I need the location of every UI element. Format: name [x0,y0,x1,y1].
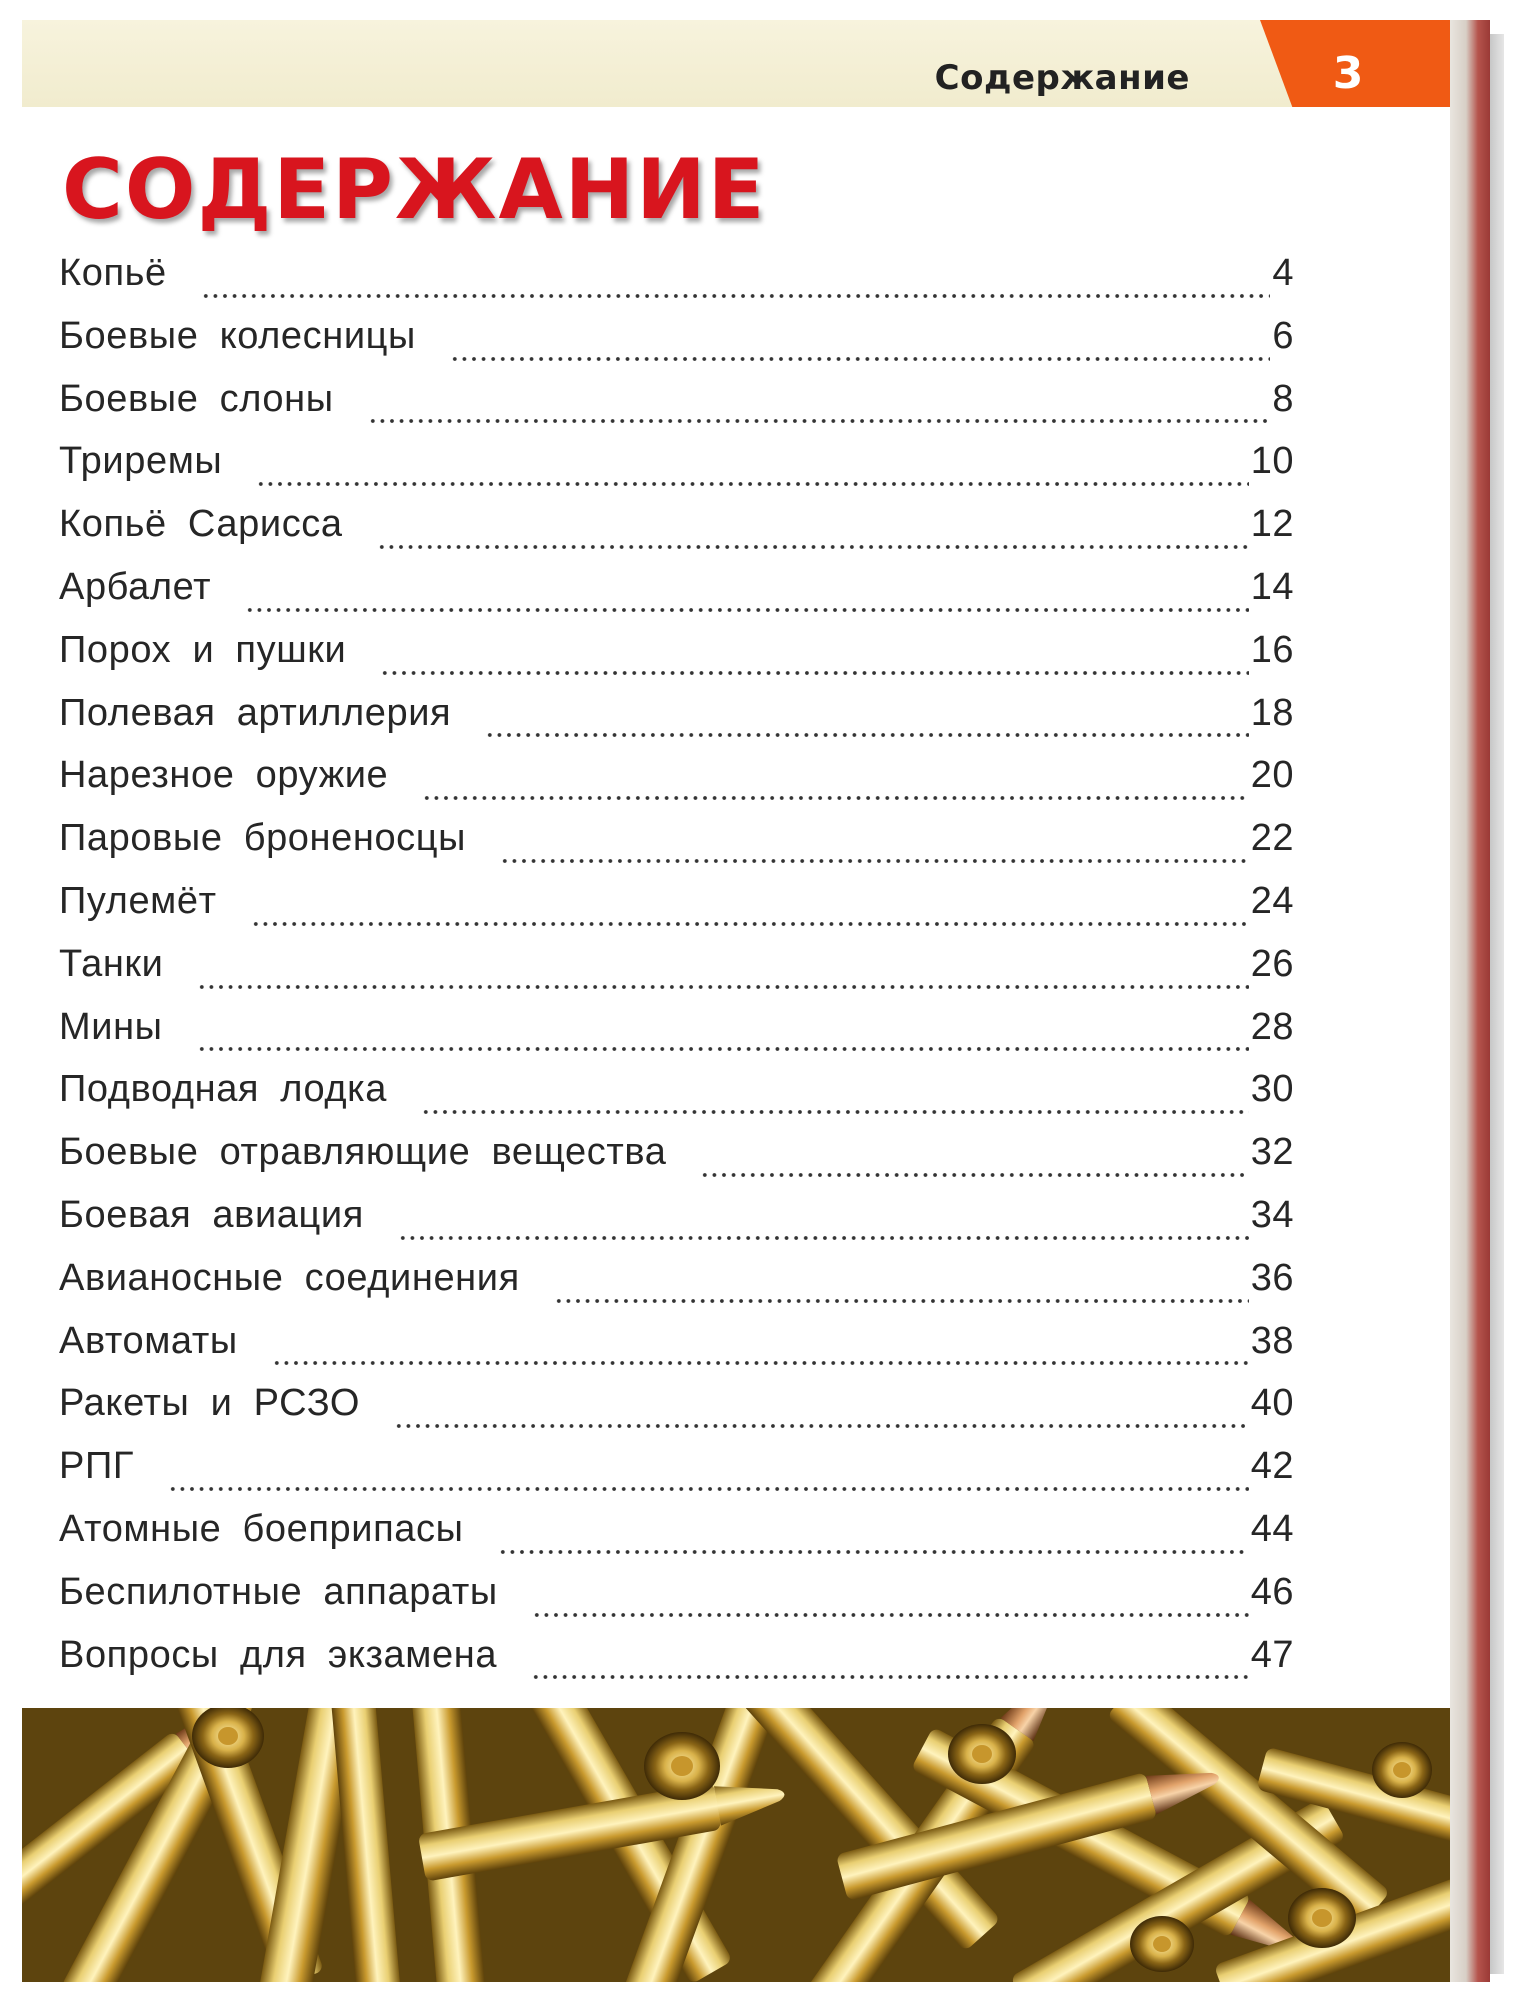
dot-leader [498,1550,1249,1554]
dot-leader [251,922,1249,926]
dot-leader [450,357,1270,361]
toc-entry-page: 44 [1250,1507,1294,1550]
dot-leader [197,985,1248,989]
page-number: 3 [1332,48,1364,99]
dot-leader [700,1173,1248,1177]
dot-leader [554,1299,1249,1303]
toc-entry-page: 14 [1250,565,1294,608]
toc-entry-title: Вопросы для экзамена [59,1633,498,1676]
toc-entry-page: 24 [1250,879,1294,922]
dot-leader [485,733,1248,737]
dot-leader [421,1110,1249,1114]
toc-entry-page: 4 [1272,252,1294,294]
toc-entry-title: Пулемёт [59,879,217,922]
toc-row[interactable] [59,252,1294,315]
toc-entry-page: 42 [1250,1445,1294,1488]
dot-leader [197,1047,1249,1051]
toc-row[interactable] [59,1634,1294,1697]
toc-entry-page: 12 [1250,503,1294,546]
header-band [22,20,1450,107]
toc-entry-title: Полевая артиллерия [59,691,452,734]
toc-entry-title: Копьё Сарисса [59,503,343,546]
dot-leader [394,1424,1249,1428]
toc-entry-page: 20 [1250,754,1294,797]
dot-leader [422,796,1248,800]
toc-entry-title: Копьё [59,252,167,294]
toc-row[interactable] [59,378,1294,441]
dot-leader [531,1675,1249,1679]
toc-row[interactable] [59,629,1294,692]
toc-entry-title: Паровые броненосцы [59,817,467,860]
toc-row[interactable] [59,880,1294,943]
toc-row[interactable] [59,943,1294,1006]
toc-row[interactable] [59,817,1294,880]
toc-row[interactable] [59,440,1294,503]
toc-entry-page: 26 [1250,942,1294,985]
dot-leader [256,482,1248,486]
toc-row[interactable] [59,1068,1294,1131]
toc-entry-page: 46 [1250,1570,1294,1613]
toc-entry-title: Боевые отравляющие вещества [59,1131,667,1174]
toc-row[interactable] [59,1382,1294,1445]
toc-row[interactable] [59,1571,1294,1634]
toc-row[interactable] [59,503,1294,566]
toc-entry-title: РПГ [59,1445,135,1488]
toc-entry-title: Боевая авиация [59,1193,364,1236]
dot-leader [201,294,1271,298]
toc-entry-title: Ракеты и РСЗО [59,1382,361,1425]
toc-entry-page: 32 [1250,1131,1294,1174]
dot-leader [532,1613,1249,1617]
dot-leader [380,671,1248,675]
toc-entry-title: Мины [59,1005,163,1048]
toc-entry-title: Триремы [59,440,223,483]
dot-leader [272,1361,1249,1365]
dot-leader [500,859,1249,863]
book-spine-edge [1450,20,1490,1982]
dot-leader [168,1487,1249,1491]
toc-entry-title: Нарезное оружие [59,754,389,797]
table-of-contents [59,252,1294,1696]
toc-entry-title: Арбалет [59,565,212,608]
toc-entry-page: 34 [1250,1193,1294,1236]
toc-entry-title: Подводная лодка [59,1068,387,1111]
toc-entry-title: Боевые колесницы [59,314,416,357]
toc-entry-page: 28 [1250,1005,1294,1048]
book-page [22,20,1450,1982]
toc-entry-title: Автоматы [59,1319,238,1362]
toc-entry-page: 36 [1250,1256,1294,1299]
toc-entry-title: Боевые слоны [59,377,334,420]
toc-entry-title: Беспилотные аппараты [59,1570,498,1613]
toc-row[interactable] [59,1257,1294,1320]
toc-entry-page: 47 [1250,1633,1294,1676]
toc-entry-page: 22 [1250,817,1294,860]
toc-entry-title: Авианосные соединения [59,1256,520,1299]
toc-row[interactable] [59,754,1294,817]
dot-leader [245,608,1249,612]
toc-row[interactable] [59,1006,1294,1069]
toc-entry-title: Атомные боеприпасы [59,1507,464,1550]
toc-row[interactable] [59,1445,1294,1508]
toc-entry-title: Танки [59,942,164,985]
page-heading: СОДЕРЖАНИЕ [62,141,767,238]
toc-row[interactable] [59,315,1294,378]
book-cover-edge [1490,34,1504,1974]
toc-row[interactable] [59,1131,1294,1194]
toc-row[interactable] [59,1508,1294,1571]
bullet-cartridges-image [22,1708,1450,1982]
toc-entry-page: 16 [1250,628,1294,671]
dot-leader [398,1236,1249,1240]
toc-entry-page: 10 [1250,440,1294,483]
toc-row[interactable] [59,692,1294,755]
running-title: Содержание [934,58,1190,98]
dot-leader [368,419,1271,423]
toc-entry-page: 30 [1250,1068,1294,1111]
toc-entry-page: 6 [1272,314,1294,357]
toc-entry-page: 18 [1250,691,1294,734]
toc-row[interactable] [59,1320,1294,1383]
toc-entry-page: 40 [1250,1382,1294,1425]
toc-entry-page: 38 [1250,1319,1294,1362]
toc-row[interactable] [59,566,1294,629]
dot-leader [377,545,1249,549]
toc-row[interactable] [59,1194,1294,1257]
toc-entry-page: 8 [1272,377,1294,420]
toc-entry-title: Порох и пушки [59,628,347,671]
